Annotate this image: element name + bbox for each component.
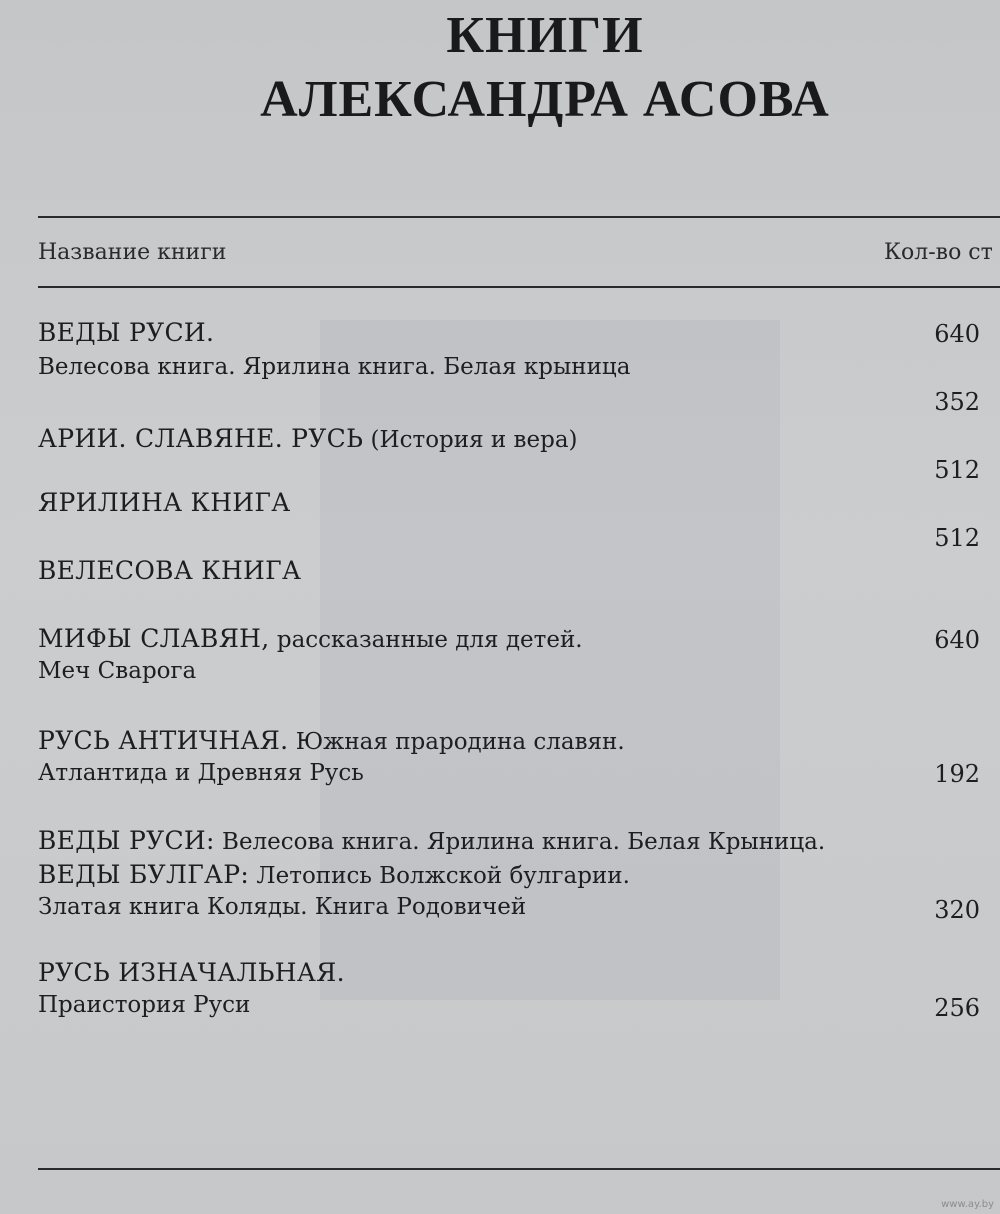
book-7-line-1 [38, 826, 825, 855]
book-5-line-1 [38, 624, 583, 653]
book-7-line-2 [38, 860, 630, 889]
book-2-pages: 352 [934, 388, 980, 416]
book-6-line-2: Атлантида и Древняя Русь [38, 760, 364, 786]
book-7-line-3: Златая книга Коляды. Книга Родовичей [38, 894, 527, 920]
book-3-pages: 512 [934, 456, 980, 484]
book-5-subtitle: рассказанные для детей. [269, 627, 583, 653]
header-rule [38, 286, 1000, 288]
book-8-line-1 [38, 958, 345, 987]
book-1-line-2: Велесова книга. Ярилина книга. Белая крыница [38, 354, 631, 380]
book-5-pages: 640 [934, 626, 980, 654]
book-6-line-1 [38, 726, 625, 755]
bottom-rule [38, 1168, 1000, 1170]
page-title-line1: КНИГИ [446, 7, 644, 64]
book-6-title: РУСЬ АНТИЧНАЯ. [38, 726, 289, 755]
book-2-title: АРИИ. СЛАВЯНЕ. РУСЬ [38, 424, 364, 453]
book-1-title: ВЕДЫ РУСИ. [38, 318, 215, 347]
book-6-subtitle: Южная прародина славян. [288, 729, 625, 755]
book-7-subtitle: Велесова книга. Ярилина книга. Белая Крыница. [214, 829, 826, 855]
book-7-subtitle-2: Летопись Волжской булгарии. [249, 863, 630, 889]
book-4-pages: 512 [934, 524, 980, 552]
book-4-title: ВЕЛЕСОВА КНИГА [38, 556, 302, 585]
book-1-line-1 [38, 318, 214, 347]
book-7-pages: 320 [934, 896, 980, 924]
book-2-line-1 [38, 424, 578, 453]
book-8-pages: 256 [934, 994, 980, 1022]
book-7-title: ВЕДЫ РУСИ: [38, 826, 215, 855]
book-3-title: ЯРИЛИНА КНИГА [38, 488, 291, 517]
page-title-line2: АЛЕКСАНДРА АСОВА [260, 71, 830, 128]
book-6-pages: 192 [934, 760, 980, 788]
book-8-line-2: Праистория Руси [38, 992, 251, 1018]
watermark: www.ay.by [941, 1199, 994, 1210]
book-2-subtitle: (История и вера) [363, 427, 578, 453]
book-7-title-2: ВЕДЫ БУЛГАР: [38, 860, 250, 889]
book-3-line-1 [38, 488, 291, 517]
book-5-line-2: Меч Сварога [38, 658, 197, 684]
column-header-pages: Кол-во ст [884, 240, 993, 265]
book-8-title: РУСЬ ИЗНАЧАЛЬНАЯ. [38, 958, 345, 987]
column-header-name: Название книги [38, 240, 227, 265]
top-rule [38, 216, 1000, 218]
book-1-pages: 640 [934, 320, 980, 348]
book-4-line-1 [38, 556, 301, 585]
book-5-title: МИФЫ СЛАВЯН, [38, 624, 270, 653]
